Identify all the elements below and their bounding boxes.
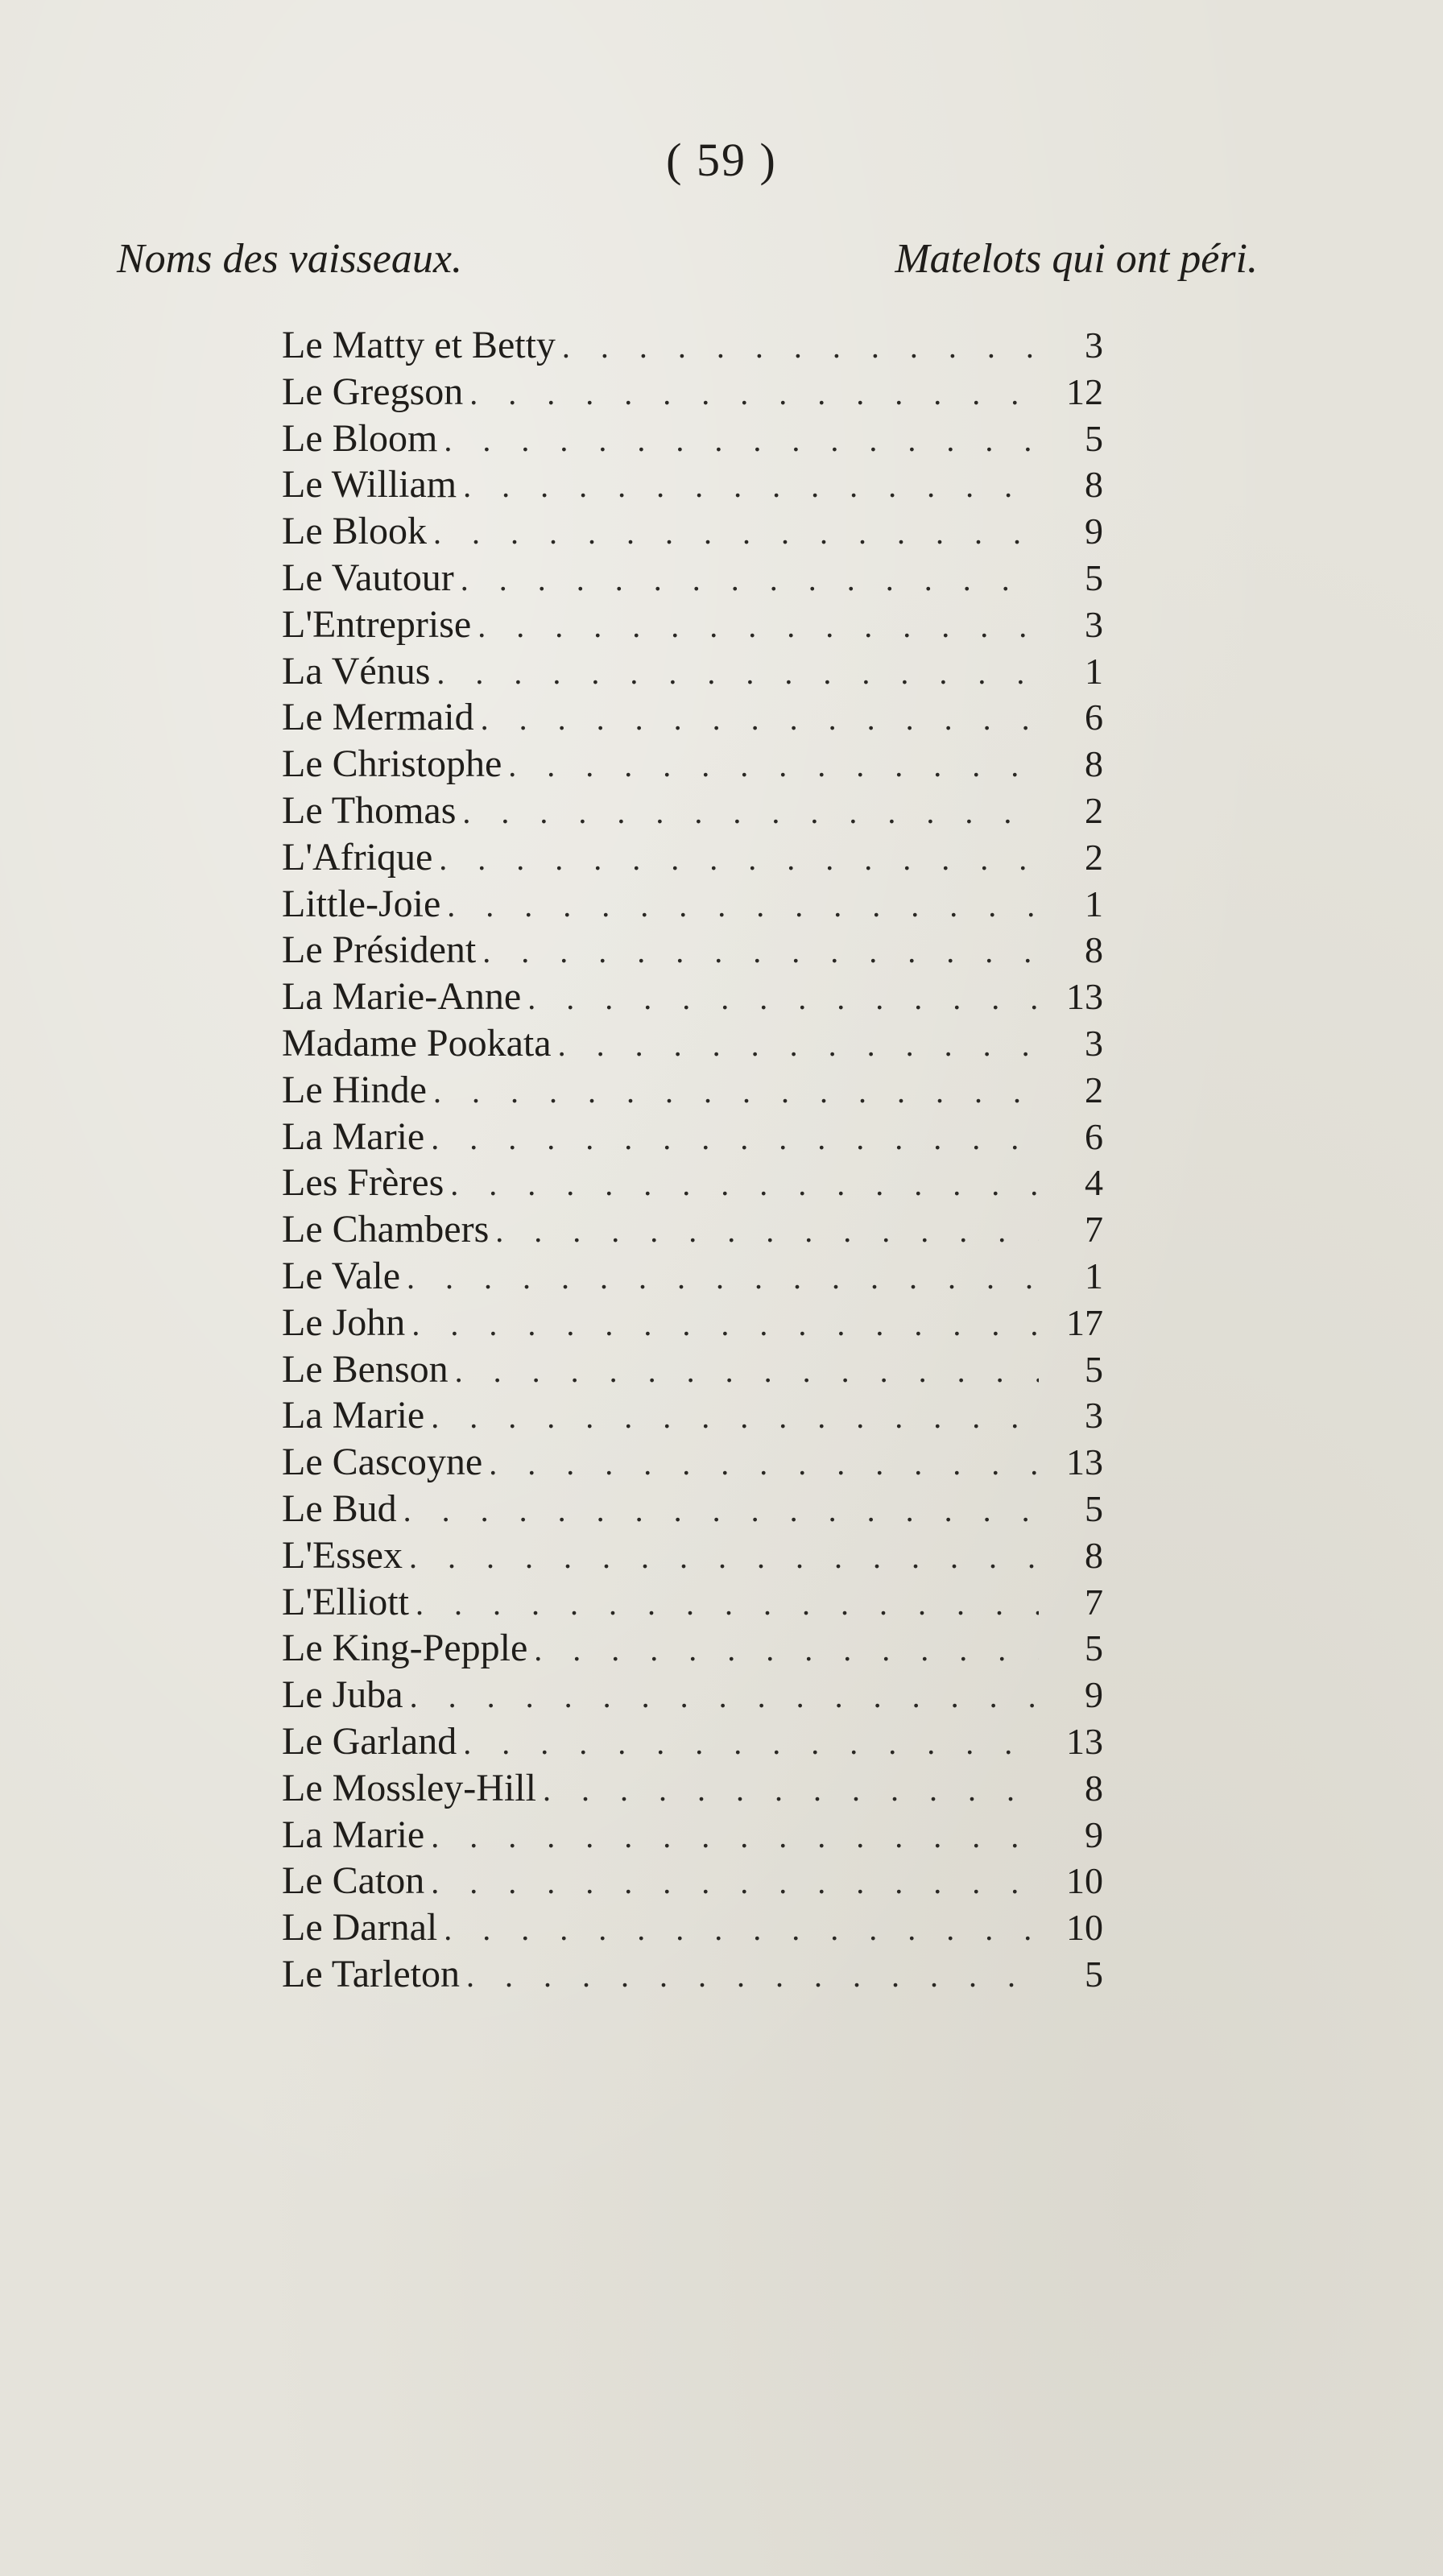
sailors-lost-count: 5: [1085, 556, 1103, 598]
table-row: [282, 1067, 1103, 1114]
dot-leader: [558, 1022, 1039, 1069]
table-row: [282, 1439, 1103, 1486]
sailors-lost-count: 3: [1085, 325, 1103, 366]
dot-leader: [431, 1859, 1039, 1906]
table-row: [282, 416, 1103, 462]
table-row: [282, 602, 1103, 648]
sailors-lost-count: 7: [1085, 1209, 1103, 1251]
dot-leader: [562, 324, 1039, 370]
table-row: [282, 788, 1103, 834]
sailors-lost-count: 8: [1085, 743, 1103, 785]
table-row: [282, 974, 1103, 1020]
sailors-lost-count: 13: [1066, 976, 1103, 1018]
dot-leader: [461, 556, 1039, 603]
table-row: [282, 555, 1103, 602]
dot-leader: [431, 1115, 1039, 1162]
ship-name: Le Juba: [282, 1673, 403, 1717]
header-sailors-lost: Matelots qui ont péri.: [895, 236, 1258, 282]
ship-name: Les Frères: [282, 1161, 444, 1205]
dot-leader: [455, 1348, 1039, 1395]
table-row: [282, 1114, 1103, 1160]
table-row: [282, 1206, 1103, 1253]
dot-leader: [462, 789, 1039, 836]
ship-name: Le Bud: [282, 1486, 397, 1530]
sailors-lost-count: 2: [1085, 789, 1103, 831]
dot-leader: [481, 696, 1039, 742]
table-row: [282, 461, 1103, 508]
dot-leader: [409, 1534, 1039, 1581]
ship-name: Le Bloom: [282, 416, 438, 460]
ship-name: La Marie: [282, 1114, 425, 1158]
table-row: [282, 1765, 1103, 1812]
ship-name: Le Vale: [282, 1254, 401, 1297]
sailors-lost-count: 9: [1085, 1813, 1103, 1855]
page-number: ( 59 ): [666, 134, 777, 186]
dot-leader: [431, 1394, 1039, 1441]
ship-name: La Marie-Anne: [282, 975, 522, 1019]
header-ship-names: Noms des vaisseaux.: [117, 236, 462, 282]
ship-name: Little-Joie: [282, 882, 441, 925]
ship-name: Le Vautour: [282, 556, 454, 599]
ship-name: Le Caton: [282, 1859, 425, 1903]
ship-name: Le Président: [282, 928, 477, 972]
sailors-lost-count: 5: [1085, 417, 1103, 459]
sailors-lost-count: 3: [1085, 1395, 1103, 1437]
dot-leader: [495, 1208, 1039, 1255]
table-row: [282, 927, 1103, 974]
ship-name: Madame Pookata: [282, 1021, 552, 1065]
sailors-lost-count: 1: [1085, 883, 1103, 924]
ship-name: L'Entreprise: [282, 602, 472, 646]
ship-name: La Vénus: [282, 649, 431, 693]
table-row: [282, 1486, 1103, 1532]
table-row: [282, 834, 1103, 881]
sailors-lost-count: 4: [1085, 1162, 1103, 1204]
table-row: [282, 1904, 1103, 1951]
sailors-lost-count: 13: [1066, 1441, 1103, 1483]
table-row: [282, 369, 1103, 416]
dot-leader: [534, 1627, 1039, 1673]
dot-leader: [527, 975, 1039, 1022]
ship-name: Le Darnal: [282, 1906, 438, 1950]
ship-name: Le Matty et Betty: [282, 324, 556, 366]
table-row: [282, 1346, 1103, 1393]
ship-name: Le Christophe: [282, 742, 502, 786]
sailors-lost-count: 5: [1085, 1348, 1103, 1390]
ship-name: Le Hinde: [282, 1068, 427, 1111]
dot-leader: [433, 1069, 1039, 1115]
table-row: [282, 694, 1103, 741]
ship-name: Le John: [282, 1300, 406, 1344]
sailors-lost-count: 6: [1085, 697, 1103, 738]
sailors-lost-count: 13: [1066, 1720, 1103, 1762]
sailors-lost-count: 9: [1085, 1674, 1103, 1716]
sailors-lost-count: 10: [1066, 1907, 1103, 1949]
ship-name: Le Mermaid: [282, 696, 474, 739]
table-row: [282, 1858, 1103, 1904]
ship-name: Le Gregson: [282, 370, 464, 413]
sailors-lost-count: 5: [1085, 1627, 1103, 1669]
dot-leader: [466, 1953, 1039, 1999]
dot-leader: [411, 1301, 1039, 1348]
table-row: [282, 741, 1103, 788]
sailors-lost-count: 2: [1085, 1069, 1103, 1110]
ship-name: Le King-Pepple: [282, 1627, 528, 1670]
dot-leader: [431, 1813, 1039, 1860]
ship-name: La Marie: [282, 1813, 425, 1856]
sailors-lost-count: 12: [1066, 370, 1103, 412]
dot-leader: [463, 1720, 1039, 1767]
table-row: [282, 648, 1103, 695]
sailors-lost-count: 1: [1085, 650, 1103, 692]
table-row: [282, 881, 1103, 928]
sailors-lost-count: 8: [1085, 1767, 1103, 1809]
sailors-lost-count: 5: [1085, 1487, 1103, 1529]
table-row: [282, 1672, 1103, 1718]
dot-leader: [444, 1906, 1039, 1953]
ship-name: Le Blook: [282, 510, 427, 553]
ship-name: Le Tarleton: [282, 1952, 460, 1995]
ship-name: Le Benson: [282, 1347, 449, 1391]
dot-leader: [463, 463, 1039, 510]
dot-leader: [433, 510, 1039, 556]
sailors-lost-count: 7: [1085, 1581, 1103, 1623]
ship-name: La Marie: [282, 1394, 425, 1437]
ship-name: Le Thomas: [282, 788, 457, 832]
dot-leader: [410, 1673, 1039, 1720]
sailors-lost-count: 6: [1085, 1115, 1103, 1157]
ship-list: [282, 322, 1103, 1998]
table-row: [282, 1812, 1103, 1859]
table-row: [282, 1020, 1103, 1067]
sailors-lost-count: 17: [1066, 1301, 1103, 1343]
ship-name: Le Mossley-Hill: [282, 1766, 536, 1809]
table-row: [282, 1253, 1103, 1300]
dot-leader: [450, 1161, 1039, 1208]
ship-name: L'Elliott: [282, 1580, 409, 1623]
table-row: [282, 1392, 1103, 1439]
ship-name: L'Essex: [282, 1533, 403, 1577]
sailors-lost-count: 3: [1085, 1022, 1103, 1064]
table-row: [282, 1532, 1103, 1579]
ship-name: Le William: [282, 463, 457, 507]
sailors-lost-count: 3: [1085, 603, 1103, 645]
table-row: [282, 508, 1103, 555]
sailors-lost-count: 8: [1085, 929, 1103, 971]
sailors-lost-count: 2: [1085, 836, 1103, 878]
table-row: [282, 1579, 1103, 1626]
table-row: [282, 1625, 1103, 1672]
sailors-lost-count: 1: [1085, 1255, 1103, 1296]
sailors-lost-count: 8: [1085, 1534, 1103, 1576]
table-row: [282, 1951, 1103, 1998]
dot-leader: [489, 1441, 1039, 1487]
dot-leader: [436, 650, 1039, 697]
dot-leader: [407, 1255, 1039, 1301]
dot-leader: [416, 1581, 1039, 1627]
table-row: [282, 1160, 1103, 1206]
ship-name: Le Garland: [282, 1719, 457, 1763]
table-row: [282, 1718, 1103, 1765]
dot-leader: [508, 742, 1039, 789]
dot-leader: [403, 1487, 1039, 1534]
dot-leader: [447, 883, 1039, 929]
table-row: [282, 322, 1103, 369]
ship-name: Le Chambers: [282, 1208, 490, 1251]
dot-leader: [543, 1767, 1039, 1813]
ship-name: Le Cascoyne: [282, 1441, 483, 1484]
dot-leader: [478, 603, 1039, 650]
dot-leader: [439, 836, 1039, 883]
table-row: [282, 1300, 1103, 1346]
dot-leader: [444, 417, 1039, 464]
dot-leader: [482, 928, 1039, 975]
sailors-lost-count: 8: [1085, 464, 1103, 506]
sailors-lost-count: 10: [1066, 1860, 1103, 1902]
ship-name: L'Afrique: [282, 835, 433, 879]
dot-leader: [469, 370, 1039, 417]
sailors-lost-count: 5: [1085, 1953, 1103, 1995]
sailors-lost-count: 9: [1085, 511, 1103, 552]
